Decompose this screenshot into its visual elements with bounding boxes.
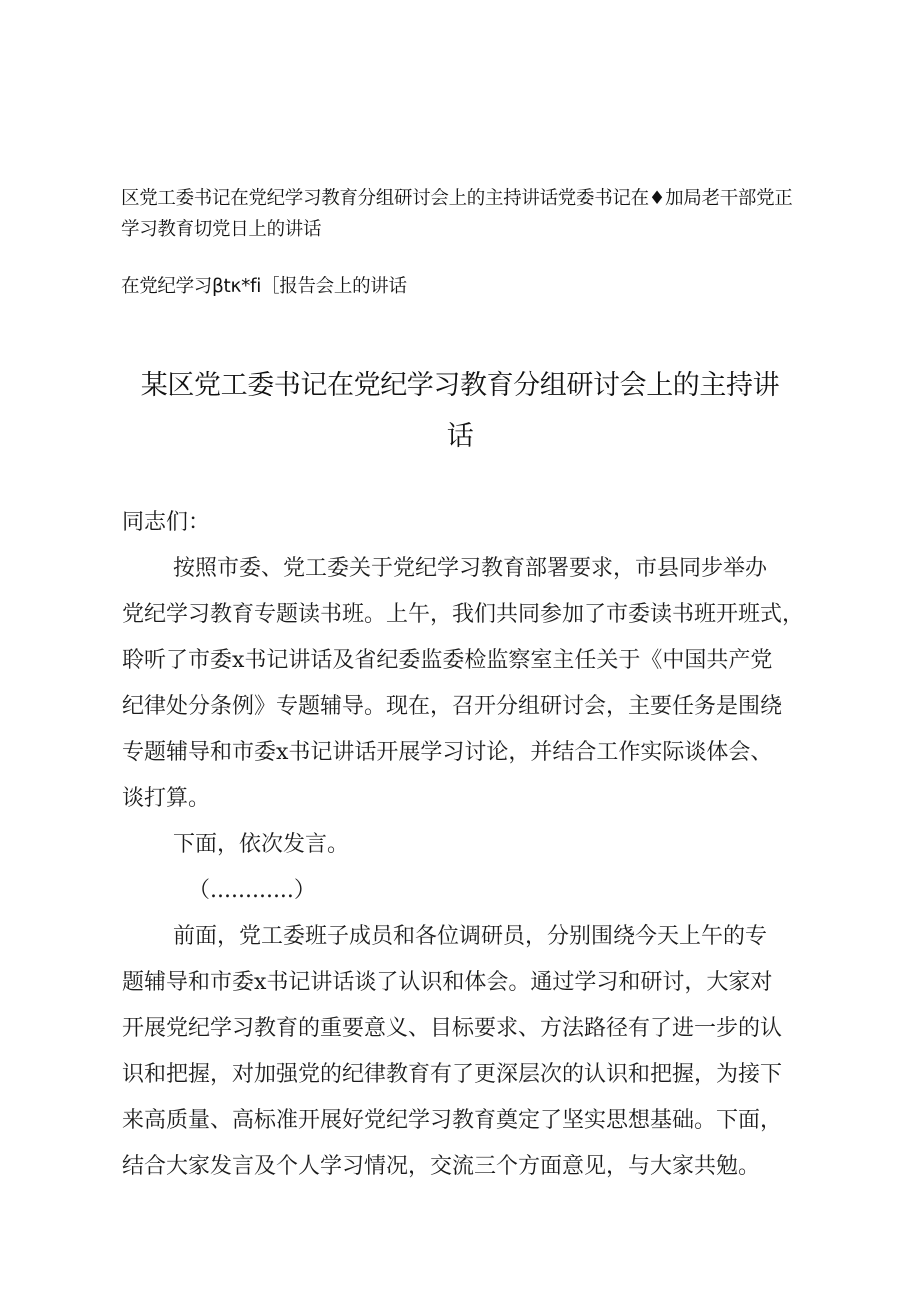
- paragraph-1-line: 谈打算。: [122, 786, 211, 811]
- toc-line-3: 在党纪学习βtκ*fi［报告会上的讲话: [121, 276, 407, 297]
- paragraph-1-line: 纪律处分条例》专题辅导。现在，召开分组研讨会，主要任务是围绕: [122, 694, 783, 719]
- paragraph-4-line: 结合大家发言及个人学习情况，交流三个方面意见，与大家共勉。: [122, 1154, 761, 1179]
- document-title-line-1: 某区党工委书记在党纪学习教育分组研讨会上的主持讲: [140, 370, 780, 401]
- paragraph-4-line: 开展党纪学习教育的重要意义、目标要求、方法路径有了进一步的认: [122, 1016, 783, 1041]
- paragraph-3-ellipsis: （............）: [188, 878, 316, 903]
- paragraph-1-line: 专题辅导和市委x书记讲话开展学习讨论，并结合工作实际谈体会、: [122, 740, 773, 765]
- paragraph-1-line: 按照市委、党工委关于党纪学习教育部署要求，市县同步举办: [173, 556, 768, 581]
- document-title-line-2: 话: [446, 421, 474, 452]
- paragraph-4-line: 识和把握，对加强党的纪律教育有了更深层次的认识和把握，为接下: [122, 1062, 783, 1087]
- paragraph-1-line: 聆听了市委x书记讲话及省纪委监委检监察室主任关于《中国共产党: [122, 648, 773, 673]
- paragraph-1-line: 党纪学习教育专题读书班。上午，我们共同参加了市委读书班开班式，: [122, 602, 805, 627]
- toc-line-1: 区党工委书记在党纪学习教育分组研讨会上的主持讲话党委书记在♦加局老干部党正: [121, 188, 793, 209]
- paragraph-2: 下面，依次发言。: [173, 832, 350, 857]
- paragraph-4-line: 题辅导和市委x书记讲话谈了认识和体会。通过学习和研讨，大家对: [122, 970, 773, 995]
- paragraph-4-line: 前面，党工委班子成员和各位调研员，分别围绕今天上午的专: [173, 924, 768, 949]
- toc-line-2: 学习教育切党日上的讲话: [121, 219, 322, 240]
- salutation: 同志们：: [122, 510, 211, 535]
- paragraph-4-line: 来高质量、高标准开展好党纪学习教育奠定了坚实思想基础。下面，: [122, 1108, 783, 1133]
